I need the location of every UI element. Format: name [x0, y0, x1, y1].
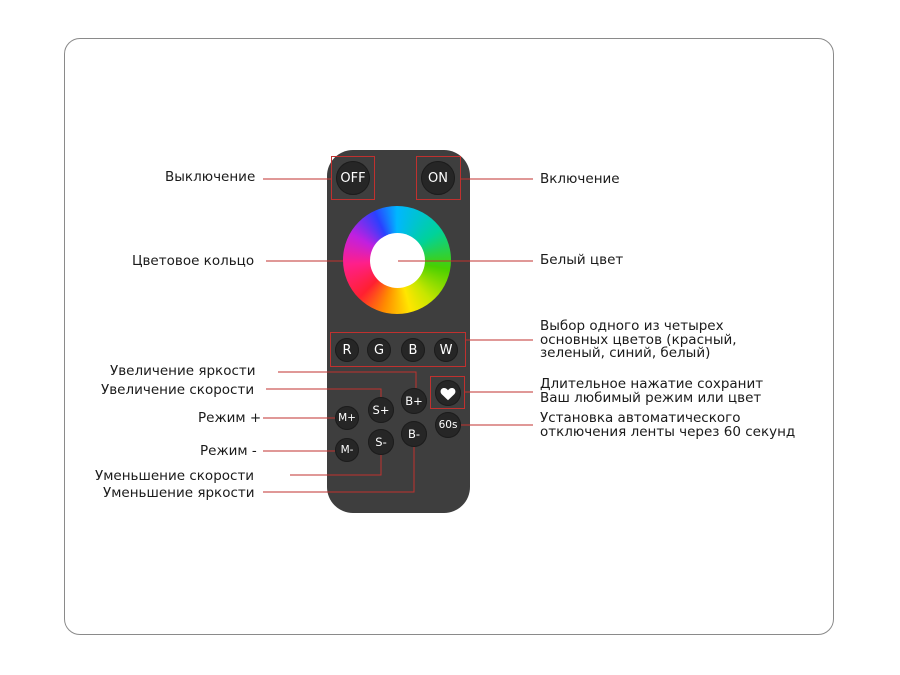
- label-brightness-up: Увеличение яркости: [110, 363, 256, 379]
- label-mode-minus: Режим -: [200, 443, 257, 459]
- white-color-button[interactable]: W: [434, 338, 458, 362]
- timer-60s-button[interactable]: 60s: [435, 412, 461, 438]
- mode-plus-button[interactable]: M+: [335, 406, 359, 430]
- brightness-down-button[interactable]: B-: [401, 421, 427, 447]
- label-favorite: Длительное нажатие сохранит Ваш любимый режим или цвет: [540, 376, 764, 406]
- mode-minus-button[interactable]: M-: [335, 438, 359, 462]
- green-button[interactable]: G: [367, 338, 391, 362]
- speed-down-button[interactable]: S-: [368, 429, 394, 455]
- label-color-ring: Цветовое кольцо: [132, 253, 255, 269]
- red-button[interactable]: R: [335, 338, 359, 362]
- label-speed-down: Уменьшение скорости: [95, 468, 255, 484]
- label-mode-plus: Режим +: [198, 410, 262, 426]
- brightness-up-button[interactable]: B+: [401, 388, 427, 414]
- off-button[interactable]: OFF: [336, 161, 370, 195]
- on-button[interactable]: ON: [421, 161, 455, 195]
- label-white: Белый цвет: [540, 252, 624, 268]
- label-timer: Установка автоматического отключения ленты через 60 секунд: [540, 410, 796, 440]
- speed-up-button[interactable]: S+: [368, 397, 394, 423]
- label-off: Выключение: [165, 169, 256, 185]
- label-on: Включение: [540, 171, 620, 187]
- blue-button[interactable]: B: [401, 338, 425, 362]
- label-rgbw: Выбор одного из четырех основных цветов (красный, зеленый, синий, белый): [540, 318, 737, 361]
- label-brightness-down: Уменьшение яркости: [103, 485, 255, 501]
- label-speed-up: Увеличение скорости: [101, 382, 255, 398]
